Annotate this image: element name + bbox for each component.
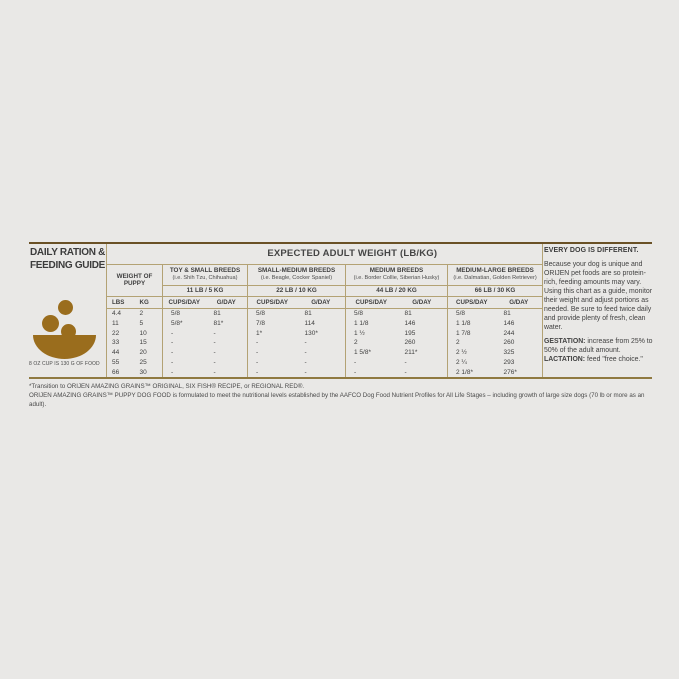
cups-per-day-value: - <box>163 328 206 338</box>
cups-per-day-value: - <box>163 367 206 377</box>
lbs-value: 66 <box>112 368 120 376</box>
breed-name: SMALL-MEDIUM BREEDS <box>257 267 336 275</box>
grams-per-day-value: 244 <box>503 329 515 337</box>
grams-per-day-value: 81 <box>404 309 412 317</box>
breed-header-2 <box>346 264 448 285</box>
breed-subheader: G/DAY <box>297 296 346 308</box>
sidebar-body-text: Because your dog is unique and ORIJEN pet foods are so protein-rich, feeding amounts may vary. Using this chart as a guide, monitor their weight and adjust portions as needed. Be sure to feed twice daily and provide plenty of fresh, clean water. <box>544 261 653 331</box>
lbs-value: 11 <box>112 319 119 327</box>
breed-examples: (i.e. Border Collie, Siberian Husky) <box>353 275 440 282</box>
table-data-row <box>107 348 543 358</box>
lbs-value: 4.4 <box>112 309 122 317</box>
grams-per-day-value: 114 <box>304 319 315 327</box>
kg-value: 30 <box>139 368 147 376</box>
cups-per-day-value: 2 ¼ <box>448 357 496 367</box>
table-data-row <box>107 308 543 318</box>
breed-examples: (i.e. Shih Tzu, Chihuahua) <box>172 275 238 282</box>
grams-per-day-value: 325 <box>503 349 515 357</box>
grams-per-day-value: 260 <box>503 339 515 347</box>
cups-per-day-value: 2 ½ <box>448 348 496 358</box>
grams-per-day-value: - <box>304 339 307 347</box>
kg-value: 20 <box>139 349 147 357</box>
cups-per-day-value: - <box>248 338 297 348</box>
table-row-subheaders <box>107 296 543 308</box>
gestation-label: GESTATION: <box>544 338 586 345</box>
grams-per-day-value: - <box>404 368 407 376</box>
cups-per-day-value: - <box>163 338 206 348</box>
guide-title-block <box>30 247 106 272</box>
gestation-lactation-text <box>544 337 654 364</box>
grams-per-day-value: - <box>304 368 307 376</box>
grams-per-day-value: - <box>213 368 216 376</box>
lactation-label: LACTATION: <box>544 356 586 363</box>
cups-per-day-value: - <box>163 348 206 358</box>
cups-per-day-value: - <box>248 357 297 367</box>
breed-name: TOY & SMALL BREEDS <box>169 267 241 275</box>
grams-per-day-value: - <box>213 329 216 337</box>
cups-per-day-value: 1 7/8 <box>448 328 496 338</box>
cups-per-day-value: 5/8 <box>346 308 397 318</box>
advice-sidebar <box>544 247 654 364</box>
grams-per-day-value: 195 <box>404 329 416 337</box>
breed-subheader: G/DAY <box>496 296 543 308</box>
grams-per-day-value: 146 <box>503 319 515 327</box>
table-row-main-header <box>107 244 543 264</box>
grams-per-day-value: 276* <box>503 368 517 376</box>
grams-per-day-value: 260 <box>404 339 416 347</box>
cups-per-day-value: 5/8 <box>248 308 297 318</box>
adult-weight-3: 66 LB / 30 KG <box>448 285 543 296</box>
cups-per-day-value: 1 5/8* <box>346 348 397 358</box>
grams-per-day-value: 81* <box>213 319 224 327</box>
lactation-text: feed "free choice." <box>585 356 643 363</box>
grams-per-day-value: 81 <box>503 309 511 317</box>
table-row-adult-weight <box>107 285 543 296</box>
breed-header-0 <box>163 264 248 285</box>
grams-per-day-value: - <box>213 349 216 357</box>
cups-per-day-value: 5/8 <box>163 308 206 318</box>
weight-subheader: LBS <box>107 296 135 308</box>
grams-per-day-value: - <box>213 358 216 366</box>
table-data-row <box>107 367 543 377</box>
feeding-table <box>106 244 543 377</box>
bottom-rule <box>29 377 652 379</box>
breed-examples: (i.e. Dalmatian, Golden Retriever) <box>453 275 537 282</box>
breed-name: MEDIUM BREEDS <box>369 267 424 275</box>
grams-per-day-value: - <box>304 358 307 366</box>
breed-subheader: CUPS/DAY <box>248 296 297 308</box>
cups-per-day-value: 1 1/8 <box>448 318 496 328</box>
gestation-text: increase from 25% to 50% of the adult amount. <box>544 338 653 354</box>
cups-per-day-value: - <box>248 367 297 377</box>
dog-food-bowl-icon <box>33 298 97 362</box>
cups-per-day-value: - <box>163 357 206 367</box>
table-data-row <box>107 338 543 348</box>
table-data-row <box>107 328 543 338</box>
grams-per-day-value: - <box>304 349 307 357</box>
cups-per-day-value: 1 1/8 <box>346 318 397 328</box>
lbs-value: 33 <box>112 339 120 347</box>
grams-per-day-value: 81 <box>213 309 221 317</box>
breed-header-1 <box>248 264 346 285</box>
table-row-breeds <box>107 264 543 285</box>
bowl-icon <box>33 335 96 359</box>
kibble-icon <box>58 300 73 315</box>
breed-name: MEDIUM-LARGE BREEDS <box>456 267 534 275</box>
adult-weight-1: 22 LB / 10 KG <box>248 285 346 296</box>
cups-per-day-value: - <box>346 367 397 377</box>
adult-weight-2: 44 LB / 20 KG <box>346 285 448 296</box>
grams-per-day-value: - <box>213 339 216 347</box>
main-header: EXPECTED ADULT WEIGHT (LB/KG) <box>163 244 543 264</box>
cups-per-day-value: 2 <box>448 338 496 348</box>
weight-header-spacer <box>107 244 163 264</box>
weight-of-puppy-header: WEIGHT OF PUPPY <box>107 264 163 296</box>
cups-per-day-value: 1 ½ <box>346 328 397 338</box>
lbs-value: 22 <box>112 329 120 337</box>
grams-per-day-value: 146 <box>404 319 416 327</box>
feeding-table-body <box>107 244 543 377</box>
grams-per-day-value: 130* <box>304 329 318 337</box>
kibble-icon <box>42 315 59 332</box>
cups-per-day-value: 1* <box>248 328 297 338</box>
breed-header-3 <box>448 264 543 285</box>
breed-subheader: CUPS/DAY <box>346 296 397 308</box>
cups-per-day-value: 2 1/8* <box>448 367 496 377</box>
sidebar-heading: EVERY DOG IS DIFFERENT. <box>544 247 639 254</box>
cups-per-day-value: 5/8* <box>163 318 206 328</box>
footnote-transition: *Transition to ORIJEN AMAZING GRAINS™ ORIGINAL, SIX FISH® RECIPE, or REGIONAL RED®. <box>29 383 305 390</box>
kg-value: 25 <box>139 358 147 366</box>
cups-per-day-value: - <box>346 357 397 367</box>
guide-title-line1: DAILY RATION & <box>30 247 106 258</box>
kg-value: 10 <box>139 329 147 337</box>
weight-subheader: KG <box>135 296 163 308</box>
breed-subheader: G/DAY <box>206 296 248 308</box>
table-data-row <box>107 318 543 328</box>
breed-subheader: G/DAY <box>397 296 448 308</box>
grams-per-day-value: 211* <box>404 349 418 357</box>
cup-measure-note: 8 OZ CUP IS 130 G OF FOOD <box>29 361 100 367</box>
grams-per-day-value: 293 <box>503 358 515 366</box>
breed-subheader: CUPS/DAY <box>163 296 206 308</box>
breed-subheader: CUPS/DAY <box>448 296 496 308</box>
grams-per-day-value: 81 <box>304 309 312 317</box>
kg-value: 2 <box>139 309 144 317</box>
adult-weight-0: 11 LB / 5 KG <box>163 285 248 296</box>
kg-value: 5 <box>139 319 144 327</box>
cups-per-day-value: 7/8 <box>248 318 297 328</box>
breed-examples: (i.e. Beagle, Cocker Spaniel) <box>260 275 333 282</box>
lbs-value: 55 <box>112 358 120 366</box>
feeding-table-wrap <box>106 244 542 377</box>
cups-per-day-value: - <box>248 348 297 358</box>
table-data-row <box>107 357 543 367</box>
kg-value: 15 <box>139 339 147 347</box>
lbs-value: 44 <box>112 349 120 357</box>
grams-per-day-value: - <box>404 358 407 366</box>
footnote-aafco: ORIJEN AMAZING GRAINS™ PUPPY DOG FOOD is formulated to meet the nutritional levels established by the AAFCO Dog Food Nutrient Profiles for All Life Stages – including growth of large size dogs (70 lb or more as an adult). <box>29 392 645 408</box>
footnotes <box>29 382 661 409</box>
cups-per-day-value: 2 <box>346 338 397 348</box>
cups-per-day-value: 5/8 <box>448 308 496 318</box>
guide-title-line2: FEEDING GUIDE <box>30 259 105 271</box>
